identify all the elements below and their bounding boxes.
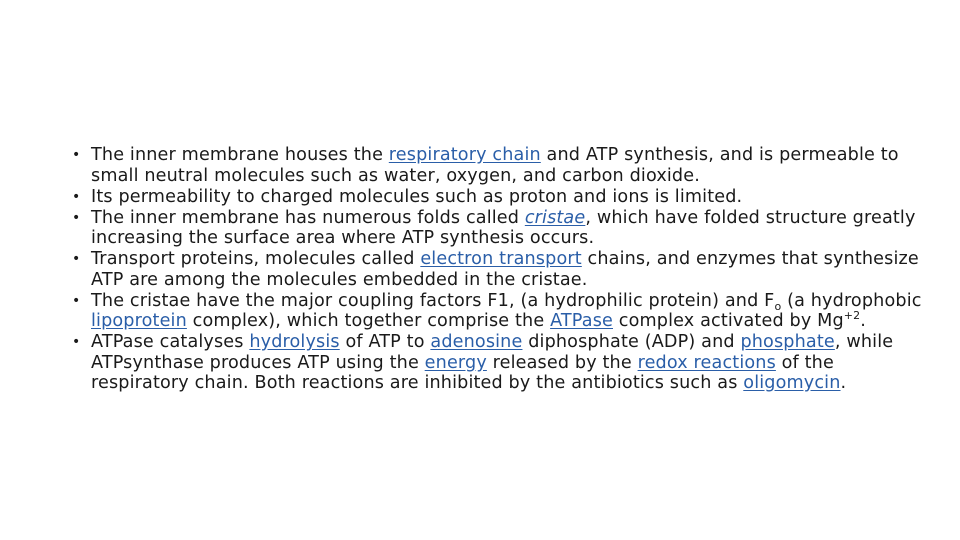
bullet-text: chains, and enzymes that synthesize ATP are among the molecules embedded in the cristae. [91,249,919,290]
link-redox-reactions[interactable]: redox reactions [637,352,776,373]
link-cristae[interactable]: cristae [524,207,586,228]
link-electron-transport[interactable]: electron transport [420,249,582,269]
link-lipoprotein[interactable]: lipoprotein [91,311,187,331]
link-respiratory-chain[interactable]: respiratory chain [388,145,541,165]
bullet-icon: • [72,147,81,163]
bullet-text: The inner membrane has numerous folds called [91,207,525,228]
bullet-text: (a hydrophobic [781,290,922,311]
subscript-o: o [774,299,782,313]
bullet-item-permeability [72,187,932,208]
link-oligomycin[interactable]: oligomycin [743,373,841,393]
bullet-item-cristae [72,208,932,249]
bullet-text: The inner membrane houses the [91,145,389,165]
bullet-item-inner-membrane [72,145,932,186]
bullet-text: diphosphate (ADP) and [522,332,741,352]
bullet-icon: • [72,209,81,226]
bullet-text: complex activated by Mg [613,311,844,331]
bullet-text: released by the [486,352,638,373]
link-adenosine[interactable]: adenosine [430,332,523,352]
bullet-icon: • [72,188,81,205]
superscript-charge: +2 [843,309,861,322]
bullet-text: Transport proteins, molecules called [91,249,421,269]
bullet-text: of ATP to [339,332,431,352]
bullet-item-atpase-catalysis [72,332,932,394]
bullet-text: and ATP synthesis, and is permeable to small neutral molecules such as water, oxygen, and carbon dioxide. [91,145,899,186]
bullet-item-transport-proteins [72,249,932,290]
bullet-item-coupling-factors [72,291,932,332]
link-hydrolysis[interactable]: hydrolysis [249,332,340,352]
bullet-list [72,145,932,394]
bullet-icon: • [72,251,81,267]
bullet-icon: • [72,334,81,350]
bullet-text: complex), which together comprise the [186,311,551,331]
bullet-text: Its permeability to charged molecules such as proton and ions is limited. [91,186,743,207]
bullet-text: , which have folded structure greatly increasing the surface area where ATP synthesis occurs. [91,207,916,248]
bullet-text: . [860,311,867,331]
bullet-icon: • [72,292,81,309]
link-energy[interactable]: energy [424,352,487,373]
bullet-text: , while ATPsynthase produces ATP using the [91,332,894,373]
bullet-text: ATPase catalyses [91,332,250,352]
bullet-text: . [840,373,847,393]
link-atpase[interactable]: ATPase [550,311,613,331]
bullet-text: The cristae have the major coupling factors F1, (a hydrophilic protein) and F [91,290,775,311]
link-phosphate[interactable]: phosphate [740,332,835,352]
bullet-text: of the respiratory chain. Both reactions are inhibited by the antibiotics such as [91,352,834,393]
